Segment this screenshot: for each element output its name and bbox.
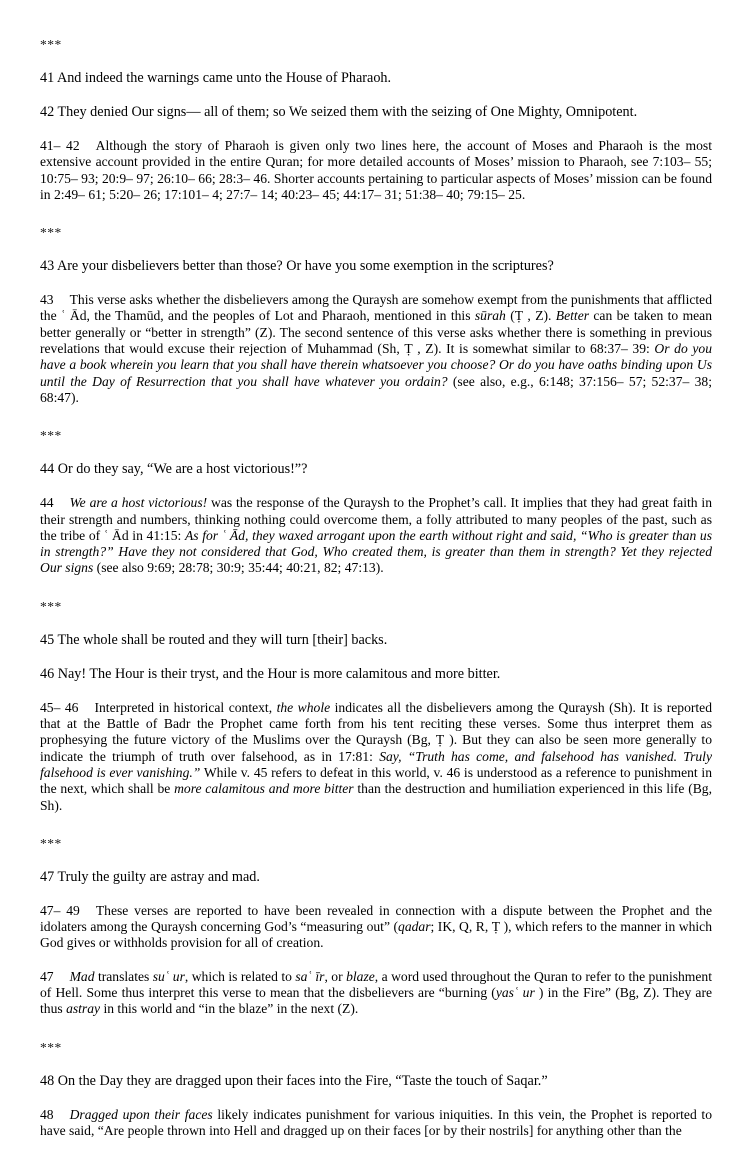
commentary-paragraph: [40, 495, 712, 576]
commentary-text: (see also 9:69; 28:78; 30:9; 35:44; 40:21, 82; 47:13).: [93, 560, 384, 576]
verse-line: [40, 461, 712, 478]
quoted-italic-text: yasʿ ur: [495, 985, 535, 1001]
quoted-italic-text: qadar: [398, 919, 431, 935]
commentary-text: This verse asks whether the disbelievers among the Quraysh are somehow exempt from the punishments that afflicted the ʿ Ād, the Thamūd, and the peoples of Lot and Pharaoh, mentioned in this: [40, 292, 712, 324]
commentary-verse-label: 44: [40, 495, 54, 511]
commentary-verse-label: 45– 46: [40, 699, 79, 715]
quoted-italic-text: sūrah: [474, 308, 506, 324]
verse-number: 43: [40, 258, 55, 275]
section-separator: ***: [40, 37, 62, 52]
quoted-italic-text: As for ʿ Ād, they waxed arrogant upon the earth without right and said, “Who is greater than us in strength?” Have they not considered that God, Who created them, is greater than them in strength? Yet they rejected Our signs: [40, 527, 712, 576]
commentary-paragraph: [40, 903, 712, 952]
quoted-italic-text: suʿ ur: [152, 968, 185, 984]
verse-line: [40, 258, 712, 275]
commentary-text: ) in the Fire” (Bg, Z). They are thus: [40, 985, 712, 1017]
commentary-paragraph: [40, 969, 712, 1018]
commentary-verse-label: 41– 42: [40, 138, 80, 153]
commentary-paragraph: [40, 138, 712, 203]
commentary-text: ; IK, Q, R, Ṭ ), which refers to the manner in which God gives or withholds provision for all of creation.: [40, 919, 712, 951]
commentary-text: , which is related to: [184, 968, 296, 984]
verse-text: Truly the guilty are astray and mad.: [57, 868, 260, 885]
quoted-italic-text: Say, “Truth has come, and falsehood has vanished. Truly falsehood is ever vanishing.”: [40, 748, 712, 780]
verse-number: 45: [40, 631, 55, 648]
verse-text: And indeed the warnings came unto the House of Pharaoh.: [56, 70, 392, 86]
verse-line: [40, 1073, 712, 1090]
quoted-italic-text: more calamitous and more bitter: [174, 781, 354, 797]
verse-line: [40, 70, 712, 87]
quoted-italic-text: We are a host victorious!: [69, 495, 208, 511]
quoted-italic-text: Or do you have a book wherein you learn that you shall have therein whatsoever you choose? Or do you have oaths binding upon Us until the Day of Resurrection that you shall have whatever you ordain?: [40, 341, 712, 389]
quoted-italic-text: Better: [555, 308, 590, 324]
quoted-italic-text: the whole: [276, 699, 331, 715]
verse-text: Are your disbelievers better than those? Or have you some exemption in the scriptures?: [56, 258, 554, 275]
verse-number: 46: [40, 665, 55, 682]
commentary-text: indicates all the disbelievers among the Quraysh (Sh). It is reported that at the Battle of Badr the Prophet came forth from his tent reciting these verses. Some thus interpret them as prophesying the future victory of the Muslims over the Quraysh (Bg, Ṭ ). But they can also be seen more generally to indicate the triumph of truth over falsehood, as in 17:81:: [40, 699, 712, 764]
verse-line: [40, 869, 712, 886]
verse-number: 44: [40, 461, 55, 478]
commentary-paragraph: [40, 1107, 712, 1140]
verse-text: They denied Our signs— all of them; so We seized them with the seizing of One Mighty, Omnipotent.: [57, 104, 638, 120]
quoted-italic-text: blaze: [346, 968, 375, 984]
commentary-text: (Ṭ , Z).: [505, 308, 556, 324]
commentary-text: than the destruction and humiliation experienced in this life (Bg, Sh).: [40, 781, 712, 813]
commentary-text: While v. 45 refers to defeat in this world, v. 46 is understood as a reference to punishment in the next, which shall be: [40, 764, 712, 797]
section-separator: ***: [40, 1039, 62, 1055]
quoted-italic-text: Dragged upon their faces: [69, 1106, 213, 1122]
verse-line: [40, 666, 712, 683]
commentary-text: These verses are reported to have been revealed in connection with a dispute between the Prophet and the idolaters among the Quraysh concerning God’s “measuring out” (: [40, 902, 712, 935]
verse-line: [40, 632, 712, 649]
commentary-text: , or: [324, 968, 347, 984]
commentary-verse-label: 47– 49: [40, 902, 80, 918]
verse-number: 48: [40, 1072, 55, 1089]
commentary-text: likely indicates punishment for various iniquities. In this vein, the Prophet is reported to have said, “Are people thrown into Hell and dragged up on their faces [or by their nostrils] for anything other than the: [40, 1106, 712, 1138]
section-separator: ***: [40, 835, 62, 851]
verse-number: 47: [40, 868, 55, 885]
verse-number: 42: [40, 104, 55, 120]
section-separator: ***: [40, 225, 62, 241]
commentary-text: can be taken to mean better generally or “better in strength” (Z). The second sentence of this verse asks whether there is something in previous revelations that would excuse their rejection of Muhammad (Sh, Ṭ , Z). It is somewhat similar to 68:37– 39:: [40, 308, 713, 357]
verse-text: On the Day they are dragged upon their faces into the Fire, “Taste the touch of Saqar.”: [57, 1072, 548, 1089]
commentary-paragraph: [40, 700, 712, 814]
verse-line: [40, 104, 712, 121]
section-separator: ***: [40, 598, 62, 614]
quoted-italic-text: Mad: [69, 968, 95, 984]
commentary-text: translates: [94, 968, 153, 984]
verse-text: Nay! The Hour is their tryst, and the Hour is more calamitous and more bitter.: [57, 665, 501, 682]
commentary-text: , a word used throughout the Quran to refer to the punishment of Hell. Some thus interpret this verse to mean that the disbelievers are “burning (: [40, 968, 712, 1001]
page-content: [40, 32, 712, 1156]
commentary-text: Although the story of Pharaoh is given only two lines here, the account of Moses and Pharaoh is the most extensive account provided in the entire Quran; for more detailed accounts of Moses’ mission to Pharaoh, see 7:103– 55; 10:75– 93; 20:9– 97; 26:10– 66; 28:3– 46. Shorter accounts pertaining to particular aspects of Moses’ mission can be found in 2:49– 61; 5:20– 26; 17:101– 4; 27:7– 14; 40:23– 45; 44:17– 31; 51:38– 40; 79:15– 25.: [40, 138, 712, 202]
section-separator: ***: [40, 428, 62, 444]
verse-text: The whole shall be routed and they will turn [their] backs.: [57, 631, 388, 648]
verse-text: Or do they say, “We are a host victorious!”?: [57, 461, 308, 478]
quoted-italic-text: saʿ īr: [295, 968, 325, 984]
commentary-verse-label: 47: [40, 968, 54, 984]
commentary-paragraph: [40, 292, 712, 406]
commentary-text: Interpreted in historical context,: [94, 699, 277, 715]
commentary-text: was the response of the Quraysh to the Prophet’s call. It implies that they had great faith in their strength and numbers, thinking nothing could overcome them, a folly attributed to many peoples of the past, such as the tribe of ʿ Ād in 41:15:: [40, 495, 712, 543]
commentary-text: (see also, e.g., 6:148; 37:156– 57; 52:37– 38; 68:47).: [40, 373, 712, 405]
commentary-verse-label: 48: [40, 1106, 54, 1122]
verse-number: 41: [40, 70, 55, 86]
commentary-verse-label: 43: [40, 292, 54, 308]
quoted-italic-text: astray: [66, 1001, 101, 1017]
commentary-text: in this world and “in the blaze” in the next (Z).: [100, 1001, 359, 1017]
